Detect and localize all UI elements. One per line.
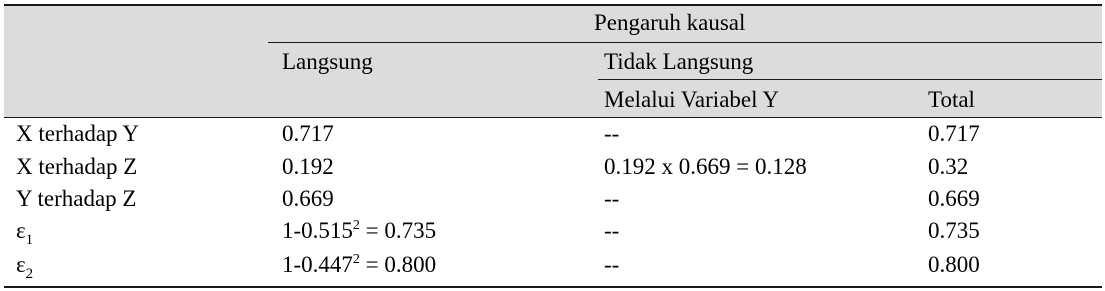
row-5-direct — [282, 252, 436, 282]
direct-superscript: 2 — [352, 218, 360, 233]
epsilon-symbol: ε — [16, 218, 26, 243]
header-indirect-label: Tidak Langsung — [604, 49, 754, 74]
row-4-indirect: -- — [604, 218, 620, 243]
direct-result: = 0.800 — [359, 252, 437, 277]
direct-superscript: 2 — [352, 252, 360, 267]
indirect-rule — [598, 79, 1102, 80]
direct-base: 1-0.447 — [282, 252, 353, 277]
row-2-direct: 0.192 — [282, 154, 334, 179]
row-4-direct — [282, 218, 436, 248]
row-1-effect: X terhadap Y — [16, 121, 140, 146]
group-rule — [268, 42, 1102, 43]
row-2-total: 0.32 — [928, 154, 969, 179]
direct-base: 1-0.515 — [282, 218, 353, 243]
row-4-effect — [16, 218, 33, 247]
row-1-total: 0.717 — [928, 121, 980, 146]
row-1-direct: 0.717 — [282, 121, 334, 146]
header-bottom-rule — [4, 117, 1102, 118]
row-5-total: 0.800 — [928, 252, 980, 277]
row-2-indirect: 0.192 x 0.669 = 0.128 — [604, 154, 807, 179]
bottom-rule — [4, 286, 1102, 288]
epsilon-subscript: 2 — [25, 266, 34, 282]
header-via-label: Melalui Variabel Y — [604, 87, 780, 112]
row-3-effect: Y terhadap Z — [16, 186, 137, 211]
row-3-direct: 0.669 — [282, 186, 334, 211]
top-rule — [4, 4, 1102, 6]
table-sheet — [4, 4, 1102, 288]
row-1-indirect: -- — [604, 121, 620, 146]
row-2-effect: X terhadap Z — [16, 154, 138, 179]
header-direct-label: Langsung — [282, 49, 373, 74]
direct-result: = 0.735 — [359, 218, 437, 243]
header-total-label: Total — [928, 87, 975, 112]
row-5-effect — [16, 252, 33, 281]
epsilon-symbol: ε — [16, 252, 26, 277]
row-4-total: 0.735 — [928, 218, 980, 243]
epsilon-subscript: 1 — [25, 232, 34, 248]
row-3-indirect: -- — [604, 186, 620, 211]
row-5-indirect: -- — [604, 252, 620, 277]
row-3-total: 0.669 — [928, 186, 980, 211]
header-group-label: Pengaruh kausal — [594, 10, 746, 35]
